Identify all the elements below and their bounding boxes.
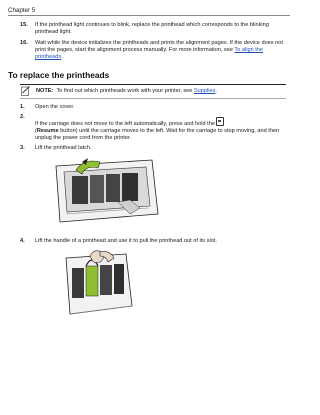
remove-printhead-illustration xyxy=(56,250,136,320)
supplies-link[interactable]: Supplies xyxy=(193,88,216,94)
step-16 xyxy=(20,40,284,62)
step-text: Wait while the device initializes the printheads and prints the alignment pages. If the device does not print the pages, start the alignment process manually. For more information, see xyxy=(35,40,283,54)
step-text: Open the cover. xyxy=(35,104,75,110)
note-text xyxy=(36,88,217,94)
section-heading: To replace the printheads xyxy=(8,70,110,80)
step-text-container xyxy=(35,40,284,62)
step-number: 2. xyxy=(20,114,25,120)
printhead-latch-illustration xyxy=(52,156,162,226)
header-divider xyxy=(8,15,290,16)
note-body: To find out which printheads work with your printer, see xyxy=(56,88,194,94)
note-label: NOTE: xyxy=(36,88,54,94)
step-2 xyxy=(20,114,284,143)
step-4 xyxy=(20,238,284,245)
step-text-container: If the carriage does not move to the left automatically, press and hold the (Resume button) until the carriage moves to the left. Wait for the carriage to stop moving, and then unplug the power cord from the printer. xyxy=(35,114,284,143)
step-number: 15. xyxy=(20,22,28,28)
step-3 xyxy=(20,145,284,152)
step-number: 3. xyxy=(20,145,25,151)
step-number: 1. xyxy=(20,104,25,110)
step-text-suffix: . xyxy=(61,54,63,61)
chapter-header: Chapter 5 xyxy=(8,7,36,14)
note-suffix: . xyxy=(215,88,217,94)
step-1 xyxy=(20,104,284,111)
step-15 xyxy=(20,22,284,36)
step-number: 16. xyxy=(20,40,28,46)
note-top-rule xyxy=(20,84,286,85)
resume-button-name: Resume xyxy=(36,128,59,135)
note-box xyxy=(20,84,286,98)
align-printheads-link[interactable]: To align the printheads xyxy=(35,47,264,61)
step-text: If the printhead light continues to blink, replace the printhead which corresponds to the blinking printhead light. xyxy=(35,22,269,36)
step-number: 4. xyxy=(20,238,25,244)
resume-button-icon xyxy=(216,117,224,126)
step-text-continued: button) until the carriage moves to the left. Wait for the carriage to stop moving, and then unplug the power cord from the printer. xyxy=(35,128,280,142)
note-bottom-rule xyxy=(20,98,286,99)
step-text: If the carriage does not move to the left automatically, press and hold the xyxy=(35,121,215,127)
step-text: Lift the handle of a printhead and use it to pull the printhead out of its slot. xyxy=(35,238,217,244)
step-text: Lift the printhead latch. xyxy=(35,145,92,151)
note-pencil-icon xyxy=(21,86,31,96)
